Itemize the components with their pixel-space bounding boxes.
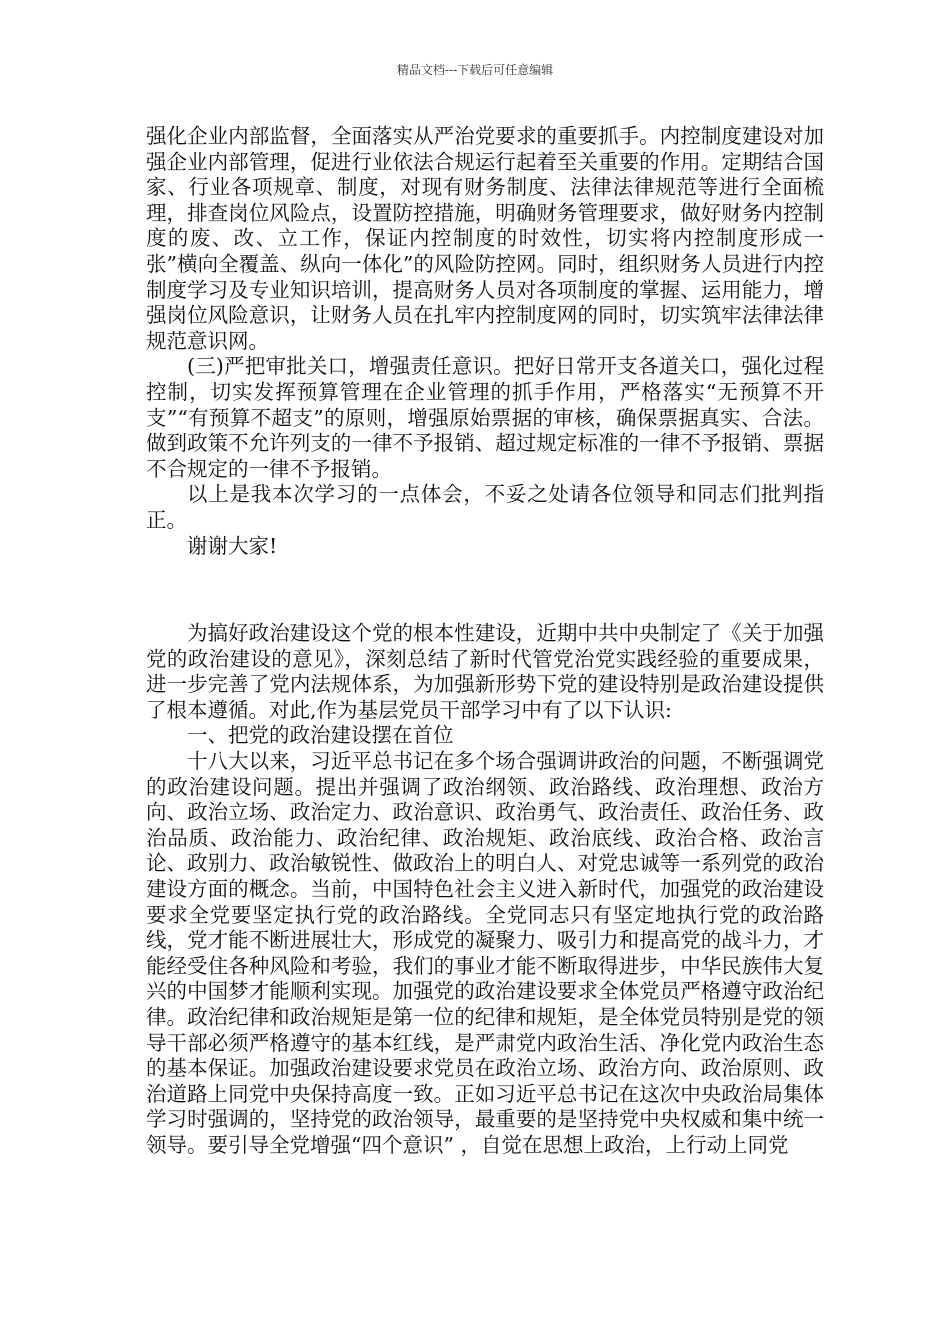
paragraph: 以上是我本次学习的一点体会，不妥之处请各位领导和同志们批判指正。 xyxy=(146,482,824,532)
document-section-political-building xyxy=(146,621,824,1158)
paragraph: 谢谢大家! xyxy=(187,533,278,558)
section-heading: 一、把党的政治建设摆在首位 xyxy=(187,723,454,748)
page-header: 精品文档---下载后可任意编辑 xyxy=(396,63,554,77)
paragraph: (三)严把审批关口，增强责任意识。把好日常开支各道关口，强化过程控制，切实发挥预算管理在企业管理的抓手作用，严格落实“无预算不开支”“有预算不超支”的原则，增强原始票据的审核，确保票据真实、合法。做到政策不允许列支的一律不予报销、超过规定标准的一律不予报销、票据不合规定的一律不予报销。 xyxy=(146,354,824,481)
paragraph: 强化企业内部监督，全面落实从严治党要求的重要抓手。内控制度建设对加强企业内部管理，促进行业依法合规运行起着至关重要的作用。定期结合国家、行业各项规章、制度，对现有财务制度、法律法律规范等进行全面梳理，排查岗位风险点，设置防控措施，明确财务管理要求，做好财务内控制度的废、改、立工作，保证内控制度的时效性，切实将内控制度形成一张”横向全覆盖、纵向一体化”的风险防控网。同时，组织财务人员进行内控制度学习及专业知识培训，提高财务人员对各项制度的掌握、运用能力，增强岗位风险意识，让财务人员在扎牢内控制度网的同时，切实筑牢法律法律规范意识网。 xyxy=(146,124,824,353)
paragraph: 为搞好政治建设这个党的根本性建设，近期中共中央制定了《关于加强党的政治建设的意见》，深刻总结了新时代管党治党实践经验的重要成果，进一步完善了党内法规体系，为加强新形势下党的建设特别是政治建设提供了根本遵循。对此,作为基层党员干部学习中有了以下认识: xyxy=(146,621,824,722)
document-section-continuation xyxy=(146,124,824,559)
paragraph: 十八大以来，习近平总书记在多个场合强调讲政治的问题，不断强调党的政治建设问题。提出并强调了政治纲领、政治路线、政治理想、政治方向、政治立场、政治定力、政治意识、政治勇气、政治责任、政治任务、政治品质、政治能力、政治纪律、政治规矩、政治底线、政治合格、政治言论、政别力、政治敏锐性、做政治上的明白人、对党忠诚等一系列党的政治建设方面的概念。当前，中国特色社会主义进入新时代，加强党的政治建设要求全党要坚定执行党的政治路线。全党同志只有坚定地执行党的政治路线，党才能不断进展壮大，形成党的凝聚力、吸引力和提高党的战斗力，才能经受住各种风险和考验，我们的事业才能不断取得进步，中华民族伟大复兴的中国梦才能顺利实现。加强党的政治建设要求全体党员严格遵守政治纪律。政治纪律和政治规矩是第一位的纪律和规矩，是全体党员特别是党的领导干部必须严格遵守的基本红线，是严肃党内政治生活、净化党内政治生态的基本保证。加强政治建设要求党员在政治立场、政治方向、政治原则、政治道路上同党中央保持高度一致。正如习近平总书记在这次中央政治局集体学习时强调的，坚持党的政治领导，最重要的是坚持党中央权威和集中统一领导。要引导全党增强“四个意识” ，自觉在思想上政治，上行动上同党 xyxy=(146,748,824,1157)
